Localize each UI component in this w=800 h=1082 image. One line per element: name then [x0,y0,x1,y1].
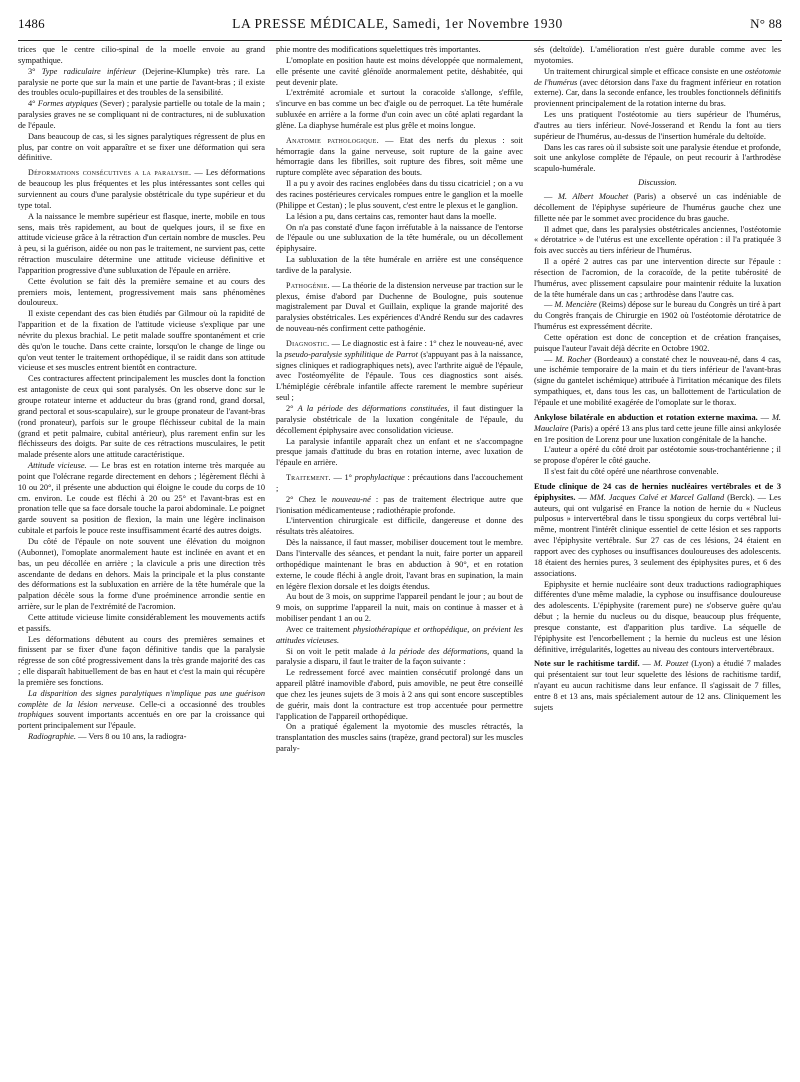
section-heading: Pathogénie. [286,280,330,290]
header-rule [18,40,782,41]
paragraph: Cette attitude vicieuse limite considérablement les mouvements actifs et passifs. [18,612,265,633]
paragraph: La disparition des signes paralytiques n'implique pas une guérison complète de la lésion nerveuse. Celle-ci a occasionné des troubles trophiques souvent importants accentués en ore par la croissance qui portent principalement sur l'épaule. [18,688,265,731]
paragraph: Dès la naissance, il faut masser, mobiliser doucement tout le membre. Dans l'intervalle des séances, et pendant la nuit, faire porter un appareil orthopédique maintenant le bras en abduction à 90°, et en rotation externe, le coude fléchi à angle droit, l'avant bras en supination, la main en légère flexion dorsale et les doigts étendus. [276,538,523,591]
paragraph: La paralysie infantile apparaît chez un enfant et ne s'accompagne presque jamais d'attitude du bras en rotation interne, avec luxation de l'épaule en arrière. [276,436,523,468]
paragraph: Il admet que, dans les paralysies obstétricales anciennes, l'ostéotomie « dérotatrice » de l'utérus est une excellente opération : il l'a pratiquée 3 fois avec succès au tiers inférieur de l'humérus. [534,224,781,256]
paragraph: Il a opéré 2 autres cas par une intervention directe sur l'épaule : résection de l'acromion, de la coracoïde, de la petite tubérosité de l'humérus, avec plissement capsulaire pour maintenir réduite la luxation de la tête humérale dans un cas ; arthrodèse dans l'autre cas. [534,257,781,299]
paragraph: Cette opération est donc de conception et de création françaises, puisque l'auteur l'avait déjà décrite en Octobre 1902. [534,332,781,353]
paragraph: Il existe cependant des cas bien étudiés par Gilmour où la rapidité de l'apparition et de la fixation de l'attitude vicieuse s'explique par une névrite du plexus brachial. Le petit malade souffre spontanément et crie dès qu'on le touche. Dans cette crainte, lorsqu'on le change de linge ou qu'on veut tenter le traitement orthopédique, il se raidit dans son attitude vicieuse et ses muscles entrent bientôt en contracture. [18,309,265,373]
journal-title: LA PRESSE MÉDICALE, Samedi, 1er Novembre 1930 [232,16,563,31]
column-1 [18,45,265,1067]
paragraph: A la naissance le membre supérieur est flasque, inerte, mobile en tous sens, mais très rapidement, au bout de quelques jours, il se fixe en attitude vicieuse grâce à la rétraction d'un certain nombre de muscles. Peu à peu, si la guérison, aidée ou non pas le traitement, ne survient pas, cette rétraction musculaire détermine une attitude vicieuse définitive et l'apparition progressive d'une subluxation de l'épaule en arrière. [18,211,265,275]
section-heading: Diagnostic. [286,338,330,348]
paragraph: Il s'est fait du côté opéré une néarthrose convenable. [544,467,719,477]
paragraph: Si on voit le petit malade à la période des déformations, quand la paralysie a disparu, il faut le traiter de la façon suivante : [276,646,523,667]
page-number: 1486 [18,16,45,31]
section-heading: Déformations consécutives a la paralysie. [28,168,192,178]
paragraph: Attitude vicieuse. — Le bras est en rotation interne très marquée au point que l'olécrane regarde directement en dehors ; légèrement fléchi à 10 ou 20°, il présente une abduction qui éloigne le coude du corps de 10 cm. environ. Le coude est fléchi à 20 ou 25° et l'avant-bras est en pronation telle que sa face dorsale touche la paroi abdominale. Le poignet garde souvent sa position de flexion, la main une légère inclinaison cubitale et parfois le pouce reste insuffisamment écarté des autres doigts. [18,461,265,536]
paragraph: L'omoplate en position haute est moins développée que normalement, elle présente une cavité glénoïde anormalement petite, déshabitée, qui peut devenir plate. [276,55,523,87]
issue-number: N° 88 [750,16,782,31]
paragraph: Le redressement forcé avec maintien consécutif prolongé dans un appareil plâtré inamovible d'abord, puis amovible, ne peut être conseillé que chez les jeunes sujets de 3 mois à 2 ans qui sont encore susceptibles de guérir, mais dont la contracture est trop accentuée pour permettre l'application de l'appareil orthopédique. [276,668,523,721]
paragraph: 4° Formes atypiques (Sever) ; paralysie partielle ou totale de la main ; paralysies graves ne se compliquant ni de contractures, ni de subluxation de l'épaule. [18,99,265,130]
article-columns [18,45,782,1067]
paragraph: Les uns pratiquent l'ostéotomie au tiers supérieur de l'humérus, d'autres au tiers inférieur. Nové-Josserand et Rendu la font au tiers supérieur de l'humérus, au-dessus de l'insertion humérale du deltoïde. [534,110,781,141]
paragraph: 2° A la période des déformations constituées, il faut distinguer la paralysie obstétricale de la luxation congénitale de l'épaule, du décollement épiphysaire avec consolidation vicieuse. [276,404,523,435]
communication-title: Etude clinique de 24 cas de hernies nucléaires vertébrales et de 3 épiphysites. [534,481,781,502]
section-heading: Anatomie pathologique. [286,135,379,145]
paragraph: La lésion a pu, dans certains cas, remonter haut dans la moelle. [286,211,497,221]
paragraph: trices que le centre cilio-spinal de la moelle envoie au grand sympathique. [18,45,265,65]
paragraph: 3° Type radiculaire inférieur (Dejerine-Klumpke) très rare. La paralysie ne porte que sur la main et une partie de l'avant-bras ; il existe des troubles oculo-pupillaires et des troubles de la sensibilité. [18,66,265,98]
paragraph: Au bout de 3 mois, on supprime l'appareil pendant le jour ; au bout de 9 mois, on supprime l'appareil la nuit, mais on continue à masser et à mobiliser pendant 1 an ou 2. [276,592,523,624]
section-paragraph: Diagnostic. — Le diagnostic est à faire : 1° chez le nouveau-né, avec la pseudo-paralysie syphilitique de Parrot (s'appuyant pas à la naissance, signes cliniques et radiographiques nets), avec l'arthrite aiguë de l'épaule, avec l'ostéomyélite de l'épaule. Tous ces diagnostics sont aisés. L'hémiplégie cérébrale infantile affecte rarement le membre supérieur seul ; [276,338,523,403]
section-paragraph: Traitement. — 1° prophylactique : précautions dans l'accouchement ; [276,473,523,493]
paragraph: phie montre des modifications squelettiques très importantes. [276,45,481,54]
section-paragraph: Pathogénie. — La théorie de la distension nerveuse par traction sur le plexus, émise d'abord par Duchenne de Boulogne, puis soutenue magistralement par Duval et Guillain, explique la grande majorité des paralysies obstétricales. Les expériences d'André Rendu sur des cadavres de nouveau-nés confirment cette pathogénie. [276,280,523,334]
paragraph: Radiographie. — Vers 8 ou 10 ans, la radiogra- [28,732,187,742]
paragraph: L'auteur a opéré du côté droit par ostéotomie sous-trochantérienne ; il se propose d'opérer le côté gauche. [534,445,781,466]
page-header [18,16,782,38]
discussion-heading: Discussion. [638,178,677,188]
communication-title: Note sur le rachitisme tardif. [534,659,640,669]
paragraph: 2° Chez le nouveau-né : pas de traitement électrique autre que l'ionisation médicamenteuse ; radiothérapie profonde. [276,494,523,515]
paragraph: Cette évolution se fait dès la première semaine et au cours des premiers mois, lentement, progressivement mais sans phénomènes douloureux. [18,276,265,308]
column-3 [534,45,781,1067]
paragraph: — M. Albert Mouchet (Paris) a observé un cas indéniable de décollement de l'épiphyse supérieure de l'humérus gauche chez une fillette née par le sommet avec procidence du bras gauche. [534,191,781,223]
paragraph: Ces contractures affectent principalement les muscles dont la fonction est antagoniste de ceux qui sont paralysés. On les observe donc sur le groupe rotateur interne et adducteur du bras (grand rond, grand dorsal, grand pectoral et sous-scapulaire), sur le groupe pronateur de l'avant-bras (rond pronateur), parfois sur le groupe fléchisseur cubital de la main (grand et petit palmaire, cubital antérieur), plus rarement enfin sur les fléchisseurs des doigts. Par suite de ces rétractions musculaires, le petit malade présente alors une attitude caractéristique. [18,374,265,460]
communication-paragraph: Etude clinique de 24 cas de hernies nucléaires vertébrales et de 3 épiphysites. — MM. Jacques Calvé et Marcel Galland (Berck). — Les auteurs, qui ont vulgarisé en France la notion de hernie du « Nucleus pulposus » intervertébral dans le tissu spongieux du corps vertébral lui-même, montrent l'intérêt clinique essentiel de cette lésion et ses rapports avec l'épiphysite vertébrale. Sur 27 cas de ces lésions, 24 étaient en rapport avec des cyphoses ou insuffisances douloureuses des adolescents. 18 étaient des hernies pures, 3 seulement des épiphysites pures, et 6 des associations. [534,481,781,578]
communication-paragraph: Note sur le rachitisme tardif. — M. Pouzet (Lyon) a étudié 7 malades qui présentaient sur tout leur squelette des lésions de rachitisme tardif, n'ayant eu aucun rachitisme dans leur enfance. Il s'agissait de 7 filles, entre 8 et 13 ans, mais spécialement autour de 12 ans. Cliniquement les sujets [534,659,781,712]
communication-paragraph: Ankylose bilatérale en abduction et rotation externe maxima. — M. Mauclaire (Paris) a opéré 13 ans plus tard cette jeune fille ainsi ankylosée en 1re position de Lorenz pour une luxation congénitale de la hanche. [534,412,781,444]
paragraph: L'extrémité acromiale et surtout la coracoïde s'allonge, s'effile, s'incurve en bas comme un bec d'aigle ou de perroquet. La tête humérale subluxée en arrière a la forme d'un coin avec un côté aplati regardant la glène. La diaphyse humérale est plus grêle et moins longue. [276,88,523,130]
paragraph: Dans beaucoup de cas, si les signes paralytiques régressent de plus en plus, par contre on voit apparaître et se fixer une déformation qui sera définitive. [18,131,265,163]
paragraph: Avec ce traitement physiothérapique et orthopédique, on prévient les attitudes vicieuses. [276,624,523,645]
paragraph: L'intervention chirurgicale est difficile, dangereuse et donne des résultats très aléatoires. [276,516,523,537]
paragraph: sés (deltoïde). L'amélioration n'est guère durable comme avec les myotomies. [534,45,781,65]
paragraph: — M. Mencière (Reims) dépose sur le bureau du Congrès un tiré à part du Congrès français de Chirurgie en 1902 où l'ostéotomie dérotatrice de l'humérus est expressément décrite. [534,300,781,332]
paragraph: La subluxation de la tête humérale en arrière est une conséquence tardive de la paralysie. [276,255,523,275]
paragraph: On n'a pas constaté d'une façon irréfutable à la naissance de l'entorse de l'épaule ou une subluxation de la tête humérale, ou un décollement épiphysaire. [276,222,523,254]
paragraph: — M. Rocher (Bordeaux) a constaté chez le nouveau-né, dans 4 cas, une ischémie temporaire de la main et du tiers inférieur de l'avant-bras (signe du gantelet ischémique) attribuée à l'irritation mécanique des filets sympathiques, et, dans tous les cas, un ballottement de l'articulation de l'épaule et une mobilité exagérée de l'omoplate sur le thorax. [534,354,781,407]
section-paragraph: Anatomie pathologique. — Etat des nerfs du plexus : soit hémorragie dans la gaine nerveuse, soit rupture de la gaine avec hémorragie dans les fibrilles, soit rupture des fibres, soit même une rupture complète avec séparation des bouts. [276,135,523,178]
paragraph: On a pratiqué également la myotomie des muscles rétractés, la transplantation des muscles sains (trapèze, grand pectoral) sur les muscles paraly- [276,722,523,754]
communication-title: Ankylose bilatérale en abduction et rotation externe maxima. [534,412,758,422]
column-2 [276,45,523,1067]
paragraph: Du côté de l'épaule on note souvent une élévation du moignon (Aubonnet), l'omoplate anormalement haute est inclinée en avant et en bas, un peu décollée en arrière ; la clavicule a pris une direction très ascendante de dedans en dehors. Mais la principale et la plus constante des déformations est la subluxation en arrière de la tête humérale que la palpation décèle sous la forme d'une proéminence arrondie sentie en arrière, sur le plan de l'extrémité de l'acromion. [18,536,265,612]
paragraph: Il a pu y avoir des racines englobées dans du tissu cicatriciel ; on a vu des racines postérieures cervicales rompues entre le ganglion et la moelle (Philippe et Cestan) ; le plus souvent, c'est entre le plexus et le ganglion. [276,179,523,210]
paragraph: Dans les cas rares où il subsiste soit une paralysie étendue et profonde, soit une ankylose complète de l'épaule, on peut recourir à l'arthrodèse scapulo-humérale. [534,142,781,174]
section-heading: Traitement. [286,473,331,483]
paragraph: Epiphysite et hernie nucléaire sont deux traductions radiographiques différentes d'une même maladie, la cyphose ou insuffisance douloureuse des adolescents. L'épiphysite (rarement pure) ne s'observe guère qu'au début ; la hernie du nucleus ou du disque, beaucoup plus fréquente, presque constante, est d'apparition plus tardive. La séquelle de l'épiphysite est l'encorbellement ; la hernie du nucleus est une lésion définitive, irrégularités, logettes au niveau des contours intervertébraux. [534,579,781,654]
paragraph: Les déformations débutent au cours des premières semaines et finissent par se fixer d'une façon définitive tandis que la paralysie régresse de son côté progressivement dans la très grande majorité des cas ; elle disparaît habituellement de bas en haut et c'est la main qui récupère la première ses fonctions. [18,634,265,687]
paragraph: Un traitement chirurgical simple et efficace consiste en une ostéotomie de l'humérus (avec détorsion dans l'axe du fragment inférieur en rotation externe). Car, dans la seconde enfance, les troubles fonctionnels définitifs proviennent principalement de la rotation interne du bras. [534,66,781,109]
section-paragraph: Déformations consécutives a la paralysie. — Les déformations de beaucoup les plus fréquentes et les plus intéressantes sont celles qui surviennent au cours d'une paralysie obstétricale du type supérieur et du type total. [18,168,265,210]
